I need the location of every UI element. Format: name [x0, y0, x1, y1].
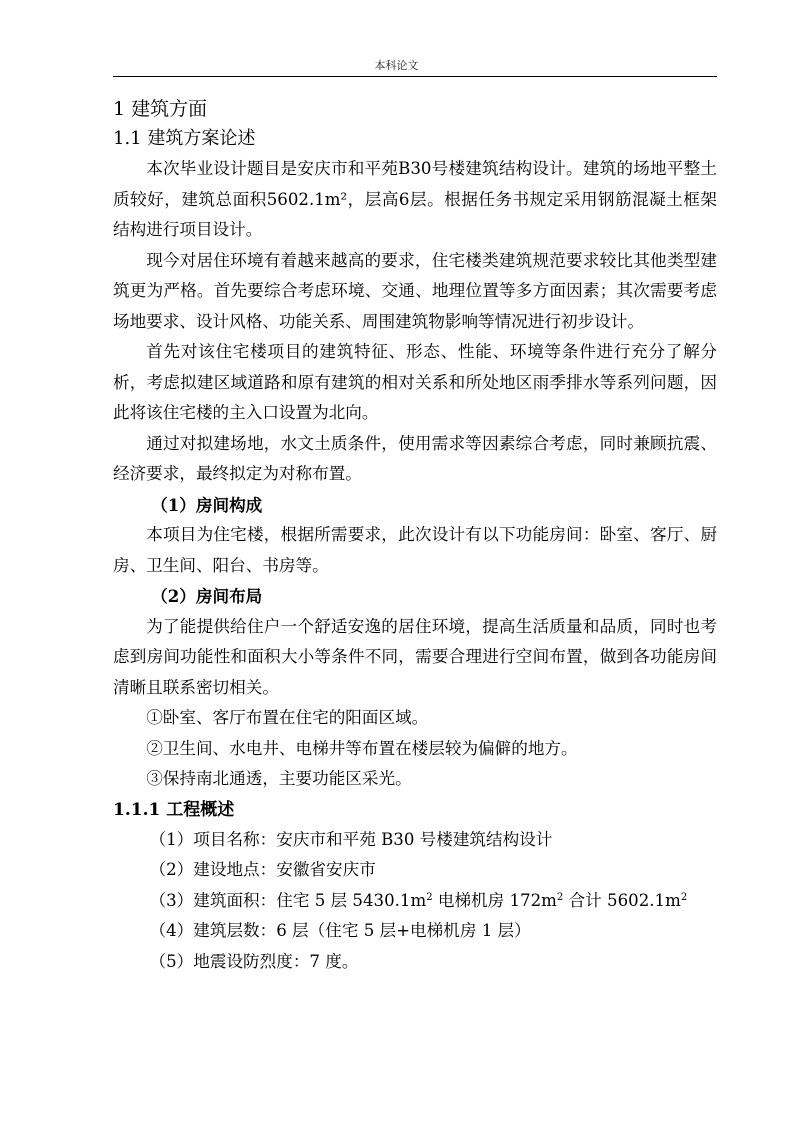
- area-superscript: 2: [680, 891, 688, 903]
- paragraph: 本次毕业设计题目是安庆市和平苑B30号楼建筑结构设计。建筑的场地平整土质较好，建筑总面积5602.1m²，层高6层。根据任务书规定采用钢筋混凝土框架结构进行项目设计。: [113, 159, 717, 239]
- overview-title: 1.1.1 工程概述: [113, 799, 235, 820]
- area-prefix: （3）建筑面积：住宅 5 层 5430.1m: [149, 890, 427, 910]
- layout-point: ②卫生间、水电井、电梯井等布置在楼层较为偏僻的地方。: [146, 738, 578, 758]
- paragraph: 现今对居住环境有着越来越高的要求，住宅楼类建筑规范要求较比其他类型建筑更为严格。首先要综合考虑环境、交通、地理位置等多方面因素；其次需要考虑场地要求、设计风格、功能关系、周围建筑物影响等情况进行初步设计。: [113, 250, 717, 331]
- layout-point: ③保持南北通透，主要功能区采光。: [146, 769, 412, 788]
- overview-item-area: [113, 886, 717, 917]
- room-layout-text: 为了能提供给住户一个舒适安逸的居住环境，提高生活质量和品质，同时也考虑到房间功能性和面积大小等条件不同，需要合理进行空间布置，做到各功能房间清晰且联系密切相关。: [113, 616, 717, 697]
- room-composition-text: 本项目为住宅楼，根据所需要求，此次设计有以下功能房间：卧室、客厅、厨房、卫生间、阳台、书房等。: [113, 525, 717, 575]
- overview-item-project-name: （1）项目名称：安庆市和平苑 B30 号楼建筑结构设计: [149, 829, 553, 849]
- room-composition-heading: （1）房间构成: [151, 494, 263, 515]
- paragraph: 通过对拟建场地，水文土质条件，使用需求等因素综合考虑，同时兼顾抗震、经济要求，最终拟定为对称布置。: [113, 433, 717, 483]
- room-layout-heading: （2）房间布局: [151, 586, 263, 606]
- document-body: [113, 94, 717, 977]
- subsection-title: 1.1 建筑方案论述: [113, 128, 256, 149]
- page-header: 本科论文: [374, 59, 419, 72]
- paragraph: 首先对该住宅楼项目的建筑特征、形态、性能、环境等条件进行充分了解分析，考虑拟建区域道路和原有建筑的相对关系和所处地区雨季排水等系列问题，因此将该住宅楼的主入口设置为北向。: [113, 342, 717, 422]
- section-title: 1 建筑方面: [113, 98, 208, 120]
- area-elevator: 电梯机房 172m: [432, 890, 557, 910]
- area-superscript: 2: [426, 891, 433, 903]
- header-divider: [113, 76, 717, 77]
- overview-item-location: （2）建设地点：安徽省安庆市: [149, 860, 376, 879]
- overview-item-floors: （4）建筑层数：6 层（住宅 5 层+电梯机房 1 层）: [149, 921, 531, 940]
- overview-item-seismic: （5）地震设防烈度：7 度。: [149, 951, 359, 971]
- area-total: 合计 5602.1m: [563, 890, 681, 910]
- area-superscript: 2: [556, 891, 564, 903]
- layout-point: ①卧室、客厅布置在住宅的阳面区域。: [146, 708, 429, 727]
